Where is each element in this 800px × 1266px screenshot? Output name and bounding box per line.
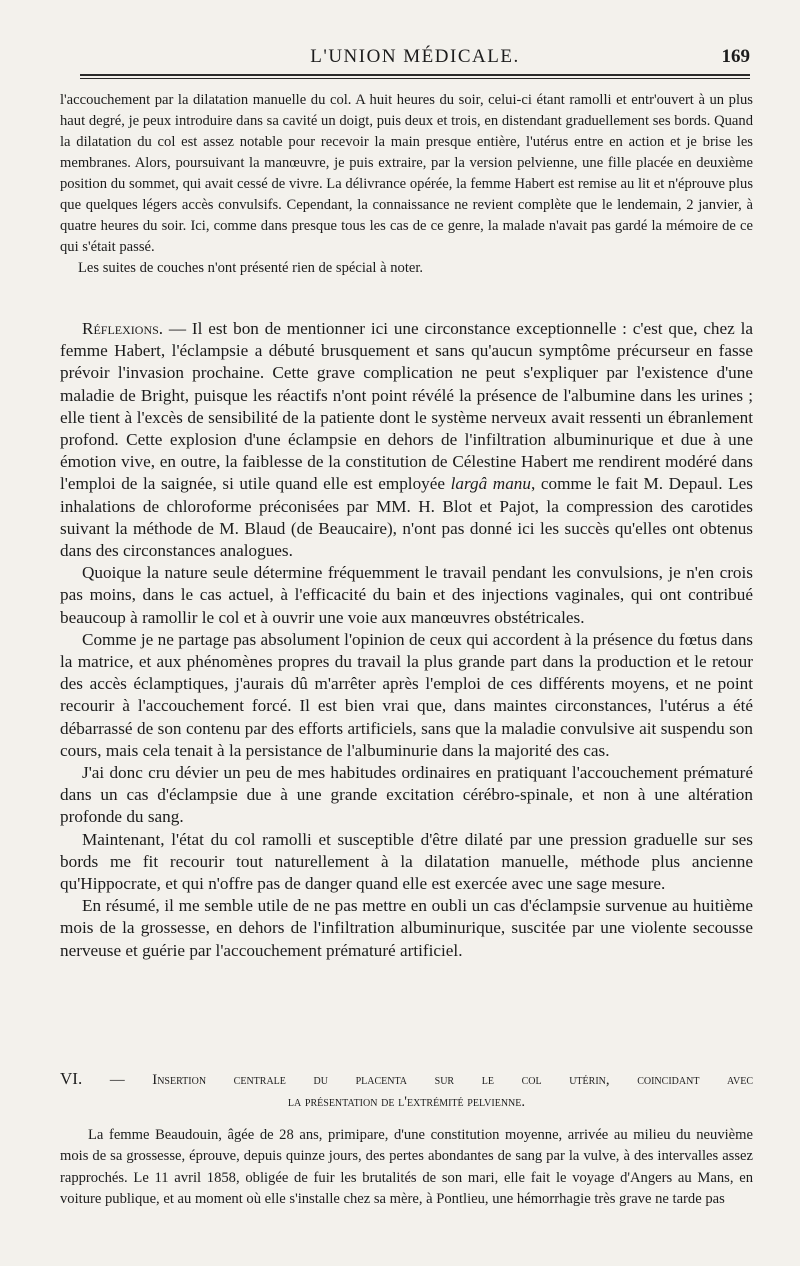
body-paragraph: Maintenant, l'état du col ramolli et susceptible d'être dilaté par une pression graduelle sur ses bords me fit recourir tout naturellement à la dilatation manuelle, méthode plus ancienne qu'Hippocrate, et qui n'offre pas de danger quand elle est exercée avec une sage mesure. (60, 829, 753, 894)
page-number: 169 (721, 46, 750, 67)
header-rule (80, 74, 750, 76)
body-paragraph: Quoique la nature seule détermine fréquemment le travail pendant les convulsions, je n'en crois pas moins, dans le cas actuel, à l'efficacité du bain et des injections vaginales, qui ont contribué beaucoup à ramollir le col et à ouvrir une voie aux manœuvres obstétricales. (60, 563, 753, 627)
reflexions-lead: — Il est bon de mentionner ici une circonstance exceptionnelle : c'est que, chez la femme Habert, l'éclampsie a débuté brusquement et sans qu'aucun symptôme précurseur en fasse prévoir l'invasion prochaine. Cette grave complication ne peut s'expliquer par l'existence d'une maladie de Bright, puisque les réactifs n'ont point révélé la présence de l'albumine dans les urines ; elle tient à l'excès de sensibilité de la patiente dont le système nerveux avait ressenti un ébranlement profond. Cette explosion d'une éclampsie en dehors de l'infiltration albuminurique et due à une émotion vive, en outre, la faiblesse de la constitution de Célestine Habert me rendirent modéré dans l'emploi de la saignée, si utile quand elle est employée (60, 319, 753, 494)
body-paragraph: En résumé, il me semble utile de ne pas mettre en oubli un cas d'éclampsie survenue au huitième mois de la grossesse, en dehors de l'infiltration albuminurique, suscitée par une violente secousse nerveuse et guérie par l'accouchement prématuré artificiel. (60, 896, 753, 960)
case-paragraph: La femme Beaudouin, âgée de 28 ans, primipare, d'une constitution moyenne, arrivée au milieu du neuvième mois de sa grossesse, éprouve, depuis quinze jours, des pertes abondantes de sang par la vulve, à des intervalles assez rapprochés. Le 11 avril 1858, obligée de fuir les brutalités de son mari, elle fait le voyage d'Angers au Mans, en voiture publique, et au moment où elle s'installe chez sa mère, à Pontlieu, une hémorrhagie très grave ne tarde pas (60, 1127, 753, 1208)
section-heading (60, 1068, 753, 1113)
reflexions-tail: , comme le fait M. Depaul. Les inhalations de chloroforme préconisées par MM. H. Blot et Pajot, la compression des carotides suivant la méthode de M. Blaud (de Beaucaire), n'ont pas donné ici les succès qu'elles ont obtenus dans des circonstances analogues. (60, 474, 753, 561)
section-title-line2: la présentation de l'extrémité pelvienne. (287, 1094, 526, 1110)
section-number: VI. (60, 1069, 83, 1088)
reflexions-italic: largâ manu (450, 474, 531, 494)
intro-paragraph: l'accouchement par la dilatation manuelle du col. A huit heures du soir, celui-ci étant ramolli et entr'ouvert à un plus haut degré, je peux introduire dans sa cavité un doigt, puis deux et trois, en distendant graduellement ses bords. Quand la dilatation du col est assez notable pour recevoir la main presque entière, l'utérus entre en action et je brise les membranes. Alors, poursuivant la manœuvre, je puis extraire, par la version pelvienne, une fille placée en deuxième position du sommet, qui avait cessé de vivre. La délivrance opérée, la femme Habert est remise au lit et n'éprouve plus que quelques légers accès convulsifs. Cependant, la connaissance ne revient complète que le lendemain, 2 janvier, à quatre heures du soir. Ici, comme dans presque tous les cas de ce genre, la malade n'avait pas gardé la mémoire de ce qui s'était passé. (60, 92, 753, 255)
reflexions-paragraph (60, 318, 753, 562)
header-rule-thin (80, 78, 750, 79)
intro-text (60, 90, 753, 279)
body-paragraph: J'ai donc cru dévier un peu de mes habitudes ordinaires en pratiquant l'accouchement prématuré dans un cas d'éclampsie due à une grande excitation cérébro-spinale, et non à une altération profonde du sang. (60, 763, 753, 827)
section-title-line1 (60, 1068, 753, 1091)
case-text (60, 1125, 753, 1211)
reflexions-label: Réflexions. (82, 319, 164, 338)
intro-paragraph: Les suites de couches n'ont présenté rien de spécial à noter. (78, 260, 424, 276)
running-header (80, 44, 750, 74)
journal-title: L'UNION MÉDICALE. (310, 46, 520, 67)
section-title-part1: — Insertion centrale du placenta sur le col utérin, coincidant avec (82, 1072, 753, 1088)
body-paragraph: Comme je ne partage pas absolument l'opinion de ceux qui accordent à la présence du fœtus dans la matrice, et aux phénomènes propres du travail la plus grande part dans la production et le retour des accès éclamptiques, j'aurais dû m'arrêter après l'emploi de ces différents moyens, et ne point recourir à l'accouchement forcé. Il est bien vrai que, dans maintes circonstances, l'utérus a été débarrassé de son contenu par des efforts artificiels, sans que la maladie convulsive ait suspendu son cours, mais cela tenait à la persistance de l'albuminurie dans la majorité des cas. (60, 629, 753, 760)
main-text (60, 318, 753, 962)
